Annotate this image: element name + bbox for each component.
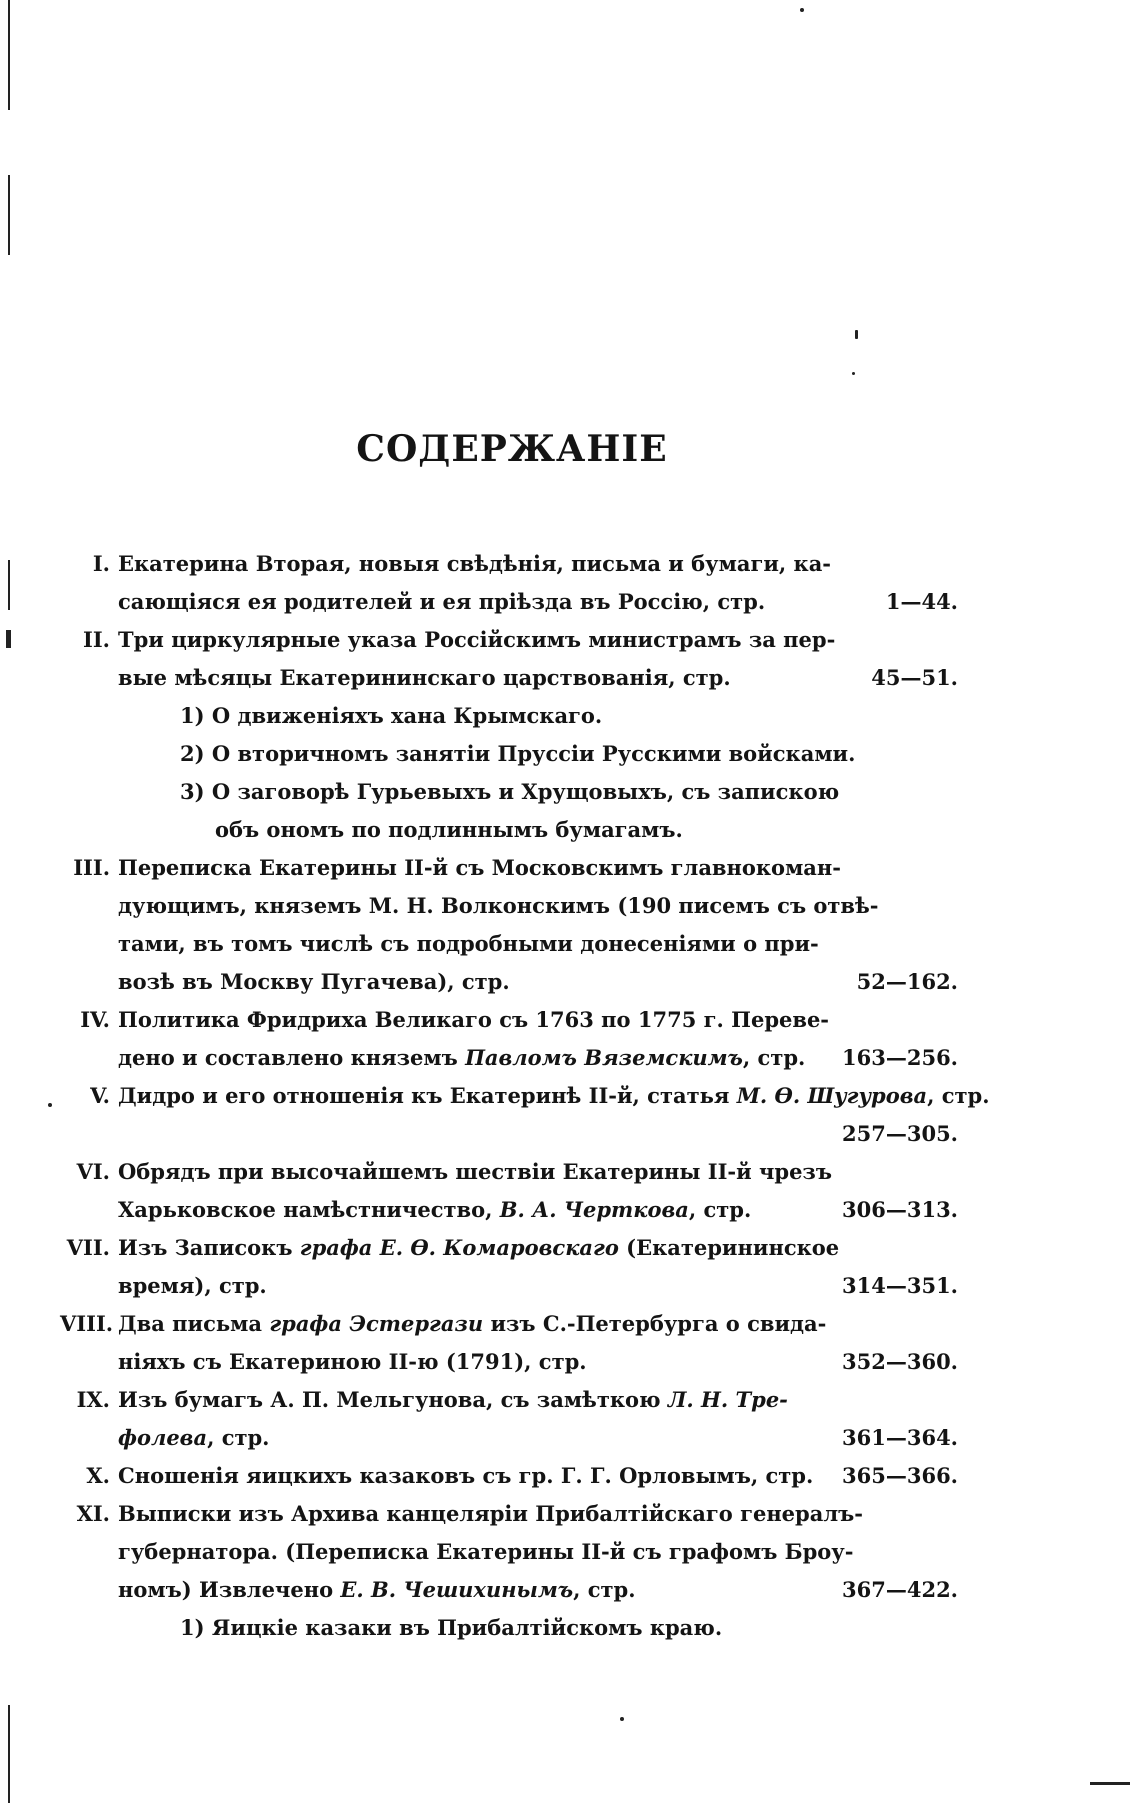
toc-entry-number: VIII. (60, 1311, 114, 1336)
toc-entry-author: фолева (118, 1425, 208, 1450)
toc-entry-text-part: Два письма (118, 1311, 270, 1336)
toc-entry-pages: 45—51. (871, 665, 958, 690)
toc-entry-text-part: , стр. (688, 1197, 752, 1222)
toc-entry-text-part: Харьковское намѣстничество, (118, 1197, 500, 1222)
toc-subitem: 1) Яицкіе казаки въ Прибалтійскомъ краю. (180, 1615, 723, 1640)
toc-entry-text-part: , стр. (573, 1577, 636, 1602)
scan-speck (852, 372, 855, 375)
toc-subitem: 1) О движеніяхъ хана Крымскаго. (180, 703, 603, 728)
toc-entry-text: Переписка Екатерины II-й съ Московскимъ главнокоман- (118, 855, 842, 880)
toc-entry-pages: 1—44. (885, 589, 958, 614)
toc-subitem: 2) О вторичномъ занятіи Пруссіи Русскими войсками. (180, 741, 856, 766)
scan-edge-mark (8, 560, 10, 610)
toc-subitem: 3) О заговорѣ Гурьевыхъ и Хрущовыхъ, съ запискою (180, 779, 840, 804)
toc-entry-number: V. (90, 1083, 110, 1108)
toc-entry-number: II. (83, 627, 110, 652)
toc-entry-text (118, 1419, 270, 1457)
toc-entry-pages: 257—305. (842, 1121, 958, 1146)
toc-entry-number: XI. (76, 1501, 110, 1526)
toc-entry-text-part: , стр. (927, 1083, 990, 1108)
toc-entry-number: X. (86, 1463, 110, 1488)
scan-edge-mark (6, 630, 11, 648)
toc-entry-text: Выписки изъ Архива канцеляріи Прибалтійскаго генералъ- (118, 1501, 863, 1526)
toc-entry-text (118, 1039, 805, 1077)
toc-entry-number: I. (92, 551, 110, 576)
toc-entry-pages: 367—422. (842, 1577, 958, 1602)
toc-entry-text-part: номъ) Извлечено (118, 1577, 341, 1602)
toc-entry-text: время), стр. (118, 1273, 267, 1298)
toc-entry-author: Павломъ Вяземскимъ (465, 1045, 743, 1070)
toc-entry-text (118, 1571, 636, 1609)
toc-entry-pages: 352—360. (842, 1349, 958, 1374)
toc-entry-author: В. А. Черткова (499, 1197, 689, 1222)
toc-entry-text: ніяхъ съ Екатериною II-ю (1791), стр. (118, 1349, 587, 1374)
toc-entry-number: IX. (76, 1387, 110, 1412)
toc-entry-text: Политика Фридриха Великаго съ 1763 по 1775 г. Переве- (118, 1007, 830, 1032)
toc-entry-text-part: (Екатерининское (618, 1235, 840, 1260)
toc-entry-text: губернатора. (Переписка Екатерины II-й съ графомъ Броу- (118, 1539, 854, 1564)
toc-entry-number: IV. (80, 1007, 110, 1032)
page-title: СОДЕРЖАНІЕ (356, 428, 668, 470)
toc-entry-text-part: изъ С.-Петербурга о свида- (483, 1311, 827, 1336)
toc-entry-pages: 314—351. (842, 1273, 958, 1298)
scan-edge-mark (8, 0, 10, 110)
scan-speck (1090, 1782, 1130, 1785)
toc-entry-text-part: Изъ бумагъ А. П. Мельгунова, съ замѣткою (118, 1387, 668, 1412)
toc-entry-text (118, 1305, 826, 1343)
toc-entry-number: III. (73, 855, 110, 880)
toc-entry-text (118, 1381, 788, 1419)
toc-entry-text: дующимъ, княземъ М. Н. Волконскимъ (190 писемъ съ отвѣ- (118, 893, 879, 918)
toc-entry-text: вые мѣсяцы Екатерининскаго царствованія, стр. (118, 665, 731, 690)
toc-entry-text (118, 1191, 751, 1229)
toc-entry-pages: 163—256. (842, 1045, 958, 1070)
toc-entry-number: VI. (76, 1159, 110, 1184)
scan-edge-mark (8, 175, 10, 255)
toc-entry-text (118, 1229, 839, 1267)
toc-entry-number: VII. (66, 1235, 110, 1260)
toc-entry-text-part: дено и составлено княземъ (118, 1045, 466, 1070)
toc-entry-text-part: Дидро и его отношенія къ Екатеринѣ II-й, статья (118, 1083, 737, 1108)
scan-speck (855, 330, 858, 339)
toc-entry-author: графа Е. Ѳ. Комаровскаго (299, 1235, 619, 1260)
toc-entry-text: Екатерина Вторая, новыя свѣдѣнія, письма и бумаги, ка- (118, 551, 832, 576)
toc-entry-pages: 361—364. (842, 1425, 958, 1450)
toc-entry-author: Е. В. Чешихинымъ (340, 1577, 574, 1602)
toc-entry-text: Три циркулярные указа Россійскимъ министрамъ за пер- (118, 627, 836, 652)
toc-entry-pages: 52—162. (856, 969, 958, 994)
toc-entry-author: Л. Н. Тре- (667, 1387, 788, 1412)
toc-entry-text-part: Изъ Записокъ (118, 1235, 300, 1260)
scan-speck (620, 1717, 624, 1721)
toc-entry-text-part: , стр. (742, 1045, 806, 1070)
toc-entry-text: Обрядъ при высочайшемъ шествіи Екатерины II-й чрезъ (118, 1159, 832, 1184)
scan-edge-mark (8, 1705, 10, 1803)
toc-entry-author: М. Ѳ. Шугурова (736, 1083, 928, 1108)
toc-entry-text: возѣ въ Москву Пугачева), стр. (118, 969, 510, 994)
scan-speck (48, 1103, 52, 1107)
toc-entry-pages: 306—313. (842, 1197, 958, 1222)
toc-entry-text: сающіяся ея родителей и ея пріѣзда въ Россію, стр. (118, 589, 766, 614)
toc-entry-text: тами, въ томъ числѣ съ подробными донесеніями о при- (118, 931, 819, 956)
scan-speck (800, 8, 804, 12)
toc-entry-author: графа Эстергази (269, 1311, 484, 1336)
toc-entry-text (118, 1077, 990, 1115)
toc-entry-text: Сношенія яицкихъ казаковъ съ гр. Г. Г. Орловымъ, стр. (118, 1463, 814, 1488)
toc-subitem: объ ономъ по подлиннымъ бумагамъ. (215, 817, 683, 842)
toc-entry-pages: 365—366. (842, 1463, 958, 1488)
toc-entry-text-part: , стр. (207, 1425, 270, 1450)
